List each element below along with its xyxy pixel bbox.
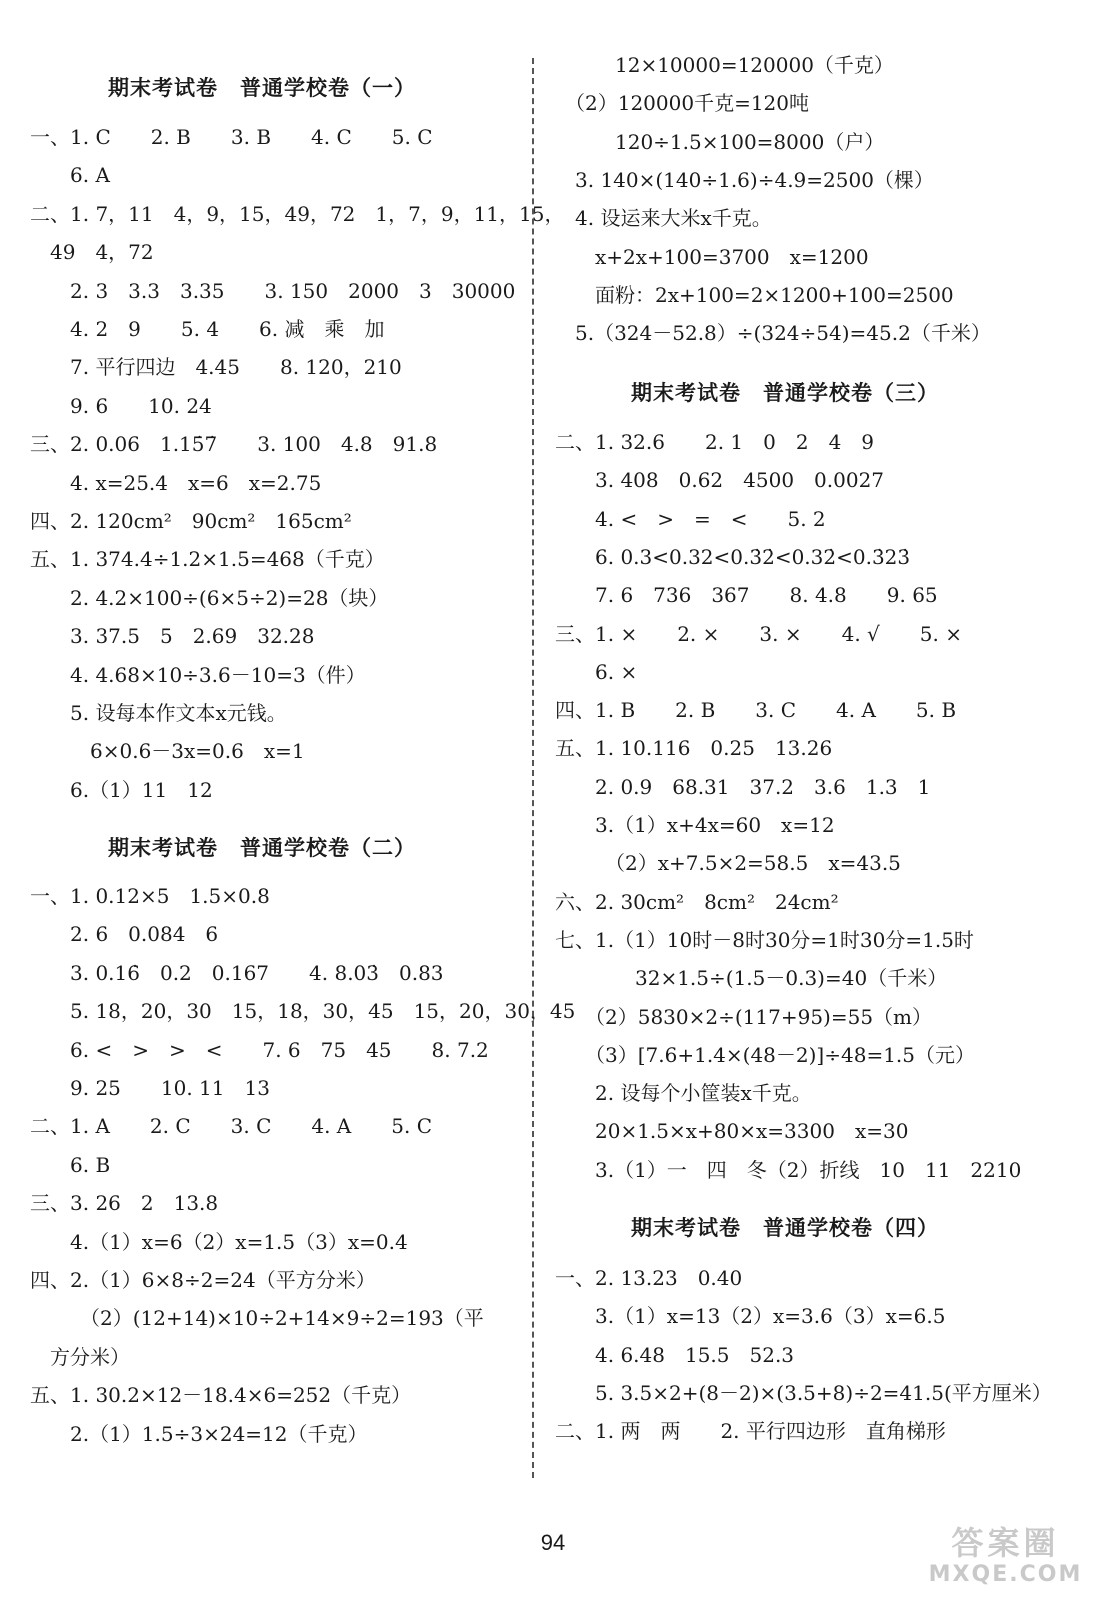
answer-line: 3. 408 0.62 4500 0.0027 — [555, 468, 885, 492]
answer-line: 三、2. 0.06 1.15̇7̇ 3. 100 4.8 91.8 — [30, 432, 438, 456]
answer-line: 3.（1）一 四 冬（2）折线 10 11 2210 — [555, 1158, 1022, 1182]
answer-line: 五、1. 374.4÷1.2×1.5=468（千克） — [30, 547, 385, 571]
column-divider — [532, 58, 534, 1478]
answer-line: 3.（1）x=13（2）x=3.6（3）x=6.5 — [555, 1304, 946, 1328]
watermark-url: MXQE.COM — [928, 1562, 1083, 1587]
answer-line: 4. x=25.4 x=6 x=2.75 — [30, 471, 322, 495]
answer-line: （3）[7.6+1.4×(48－2)]÷48=1.5（元） — [555, 1043, 976, 1067]
answer-line: 五、1. 30.2×12－18.4×6=252（千克） — [30, 1383, 412, 1407]
answer-line: 二、1. 两 两 2. 平行四边形 直角梯形 — [555, 1419, 946, 1443]
answer-line: 120÷1.5×100=8000（户） — [555, 130, 885, 154]
watermark-text: 答案圈 — [951, 1524, 1060, 1562]
answer-line: 4. < > = < 5. 2 — [555, 507, 826, 531]
answer-line: 32×1.5÷(1.5－0.3)=40（千米） — [555, 966, 948, 990]
answer-line: 3. 0.16̇ 0.2 0.167 4. 8.03̇ 0.83 — [30, 961, 444, 985]
answer-line: 三、1. × 2. × 3. × 4. √ 5. × — [555, 622, 962, 646]
answer-line: 5. 18，20，30 15，18，30，45 15，20，30，45 — [30, 999, 576, 1023]
answer-line: 4. 6.48 15.5 52.3 — [555, 1343, 795, 1367]
answer-line: 5. 设每本作文本x元钱。 — [30, 701, 287, 725]
answer-line: 2. 0.9 68.31 37.2 3.6 1.3 1 — [555, 775, 931, 799]
answer-line: 二、1. A 2. C 3. C 4. A 5. C — [30, 1114, 432, 1138]
answer-line: 一、2. 13.23 0.40 — [555, 1266, 743, 1290]
watermark-logo — [918, 1524, 1093, 1592]
answer-line: 3. 37.5 5 2.69 32.28 — [30, 624, 315, 648]
answer-line: 9. 6 10. 24 — [30, 394, 212, 418]
answer-line: 3. 140×(140÷1.6)÷4.9=2500（棵） — [555, 168, 934, 192]
answer-line: 9. 25 10. 11 13 — [30, 1076, 270, 1100]
answer-line: 6.（1）11 12 — [30, 778, 213, 802]
answer-line: 4.（1）x=6（2）x=1.5（3）x=0.4 — [30, 1230, 408, 1254]
answer-line: 6. A — [30, 163, 110, 187]
answer-line: 2. 6 0.084 6 — [30, 922, 219, 946]
answer-line: 20×1.5×x+80×x=3300 x=30 — [555, 1119, 909, 1143]
answer-line: 6. B — [30, 1153, 111, 1177]
answer-line: 5. 3.5×2+(8－2)×(3.5+8)÷2=41.5(平方厘米） — [555, 1381, 1052, 1405]
answer-line: 2. 4.2×100÷(6×5÷2)=28（块） — [30, 586, 389, 610]
answer-line: 一、1. C 2. B 3. B 4. C 5. C — [30, 125, 433, 149]
answer-line: 3.（1）x+4x=60 x=12 — [555, 813, 835, 837]
answer-line: 2. 3 3.3 3.35 3. 150 2000 3 30000 — [30, 279, 516, 303]
answer-line: 2. 设每个小筐装x千克。 — [555, 1081, 812, 1105]
answer-line: 三、3. 26 2 13.8 — [30, 1191, 219, 1215]
section-title: 期末考试卷 普通学校卷（四） — [631, 1216, 939, 1240]
answer-line: 七、1.（1）10时－8时30分=1时30分=1.5时 — [555, 928, 974, 952]
answer-line: 6. × — [555, 660, 638, 684]
answer-line: 一、1. 0.12×5 1.5×0.8 — [30, 884, 270, 908]
section-title: 期末考试卷 普通学校卷（一） — [108, 76, 416, 100]
answer-line: （2）5830×2÷(117+95)=55（m） — [555, 1005, 933, 1029]
answer-line: 6×0.6－3x=0.6 x=1 — [30, 739, 305, 763]
answer-line: 二、1. 7，11 4，9，15，49，72 1，7，9，11，15， — [30, 202, 565, 226]
answer-line: 二、1. 32.6 2. 1 0 2 4 9 — [555, 430, 875, 454]
answer-line: 7. 平行四边 4.45 8. 120，210 — [30, 355, 402, 379]
answer-line: 2.（1）1.5÷3×24=12（千克） — [30, 1422, 368, 1446]
answer-line: （2）(12+14)×10÷2+14×9÷2=193（平 — [30, 1306, 484, 1330]
answer-line: x+2x+100=3700 x=1200 — [555, 245, 869, 269]
answer-line: 四、2. 120cm² 90cm² 165cm² — [30, 509, 352, 533]
answer-line: 5.（324－52.8）÷(324÷54)=45.2（千米） — [555, 321, 991, 345]
answer-line: 6. 0.3<0.32<0.3̇2̇<0.32̇<0.3̇23̇ — [555, 545, 911, 569]
answer-line: 方分米） — [30, 1345, 130, 1369]
answer-line: 6. < > > < 7. 6 75 45 8. 7.2 — [30, 1038, 489, 1062]
page-number: 94 — [540, 1530, 566, 1555]
answer-line: 四、1. B 2. B 3. C 4. A 5. B — [555, 698, 957, 722]
answer-line: （2）x+7.5×2=58.5 x=43.5 — [555, 851, 901, 875]
section-title: 期末考试卷 普通学校卷（二） — [108, 836, 416, 860]
answer-line: 12×10000=120000（千克） — [555, 53, 894, 77]
section-title: 期末考试卷 普通学校卷（三） — [631, 381, 939, 405]
answer-line: 49 4，72 — [30, 240, 154, 264]
answer-line: 4. 4.68×10÷3.6－10=3（件） — [30, 663, 366, 687]
answer-line: 4. 2 9 5. 4 6. 减 乘 加 — [30, 317, 385, 341]
answer-line: 六、2. 30cm² 8cm² 24cm² — [555, 890, 839, 914]
answer-line: 面粉：2x+100=2×1200+100=2500 — [555, 283, 954, 307]
answer-line: 五、1. 10.116 0.25 13.26 — [555, 736, 833, 760]
answer-line: 四、2.（1）6×8÷2=24（平方分米） — [30, 1268, 376, 1292]
answer-line: （2）120000千克=120吨 — [555, 91, 810, 115]
answer-line: 7. 6 736 367 8. 4.8 9. 65 — [555, 583, 938, 607]
answer-line: 4. 设运来大米x千克。 — [555, 206, 772, 230]
